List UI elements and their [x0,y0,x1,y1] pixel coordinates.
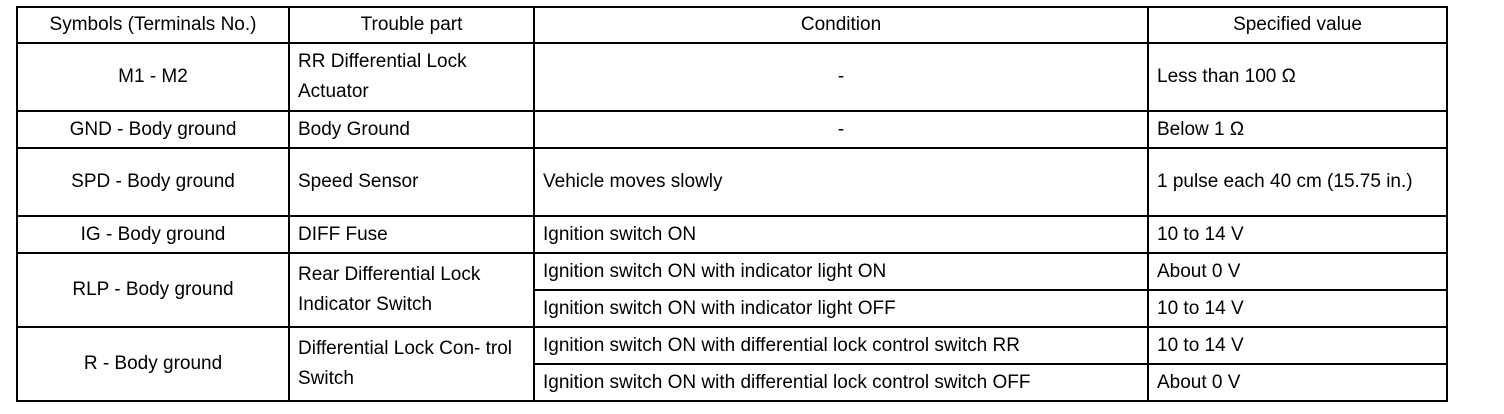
cell-specified-value: 10 to 14 V [1148,327,1447,364]
cell-condition: - [534,43,1148,111]
table-row [17,216,1447,253]
cell-specified-value: 1 pulse each 40 cm (15.75 in.) [1148,148,1447,216]
cell-specified-value: Less than 100 Ω [1148,43,1447,111]
cell-specified-value: About 0 V [1148,253,1447,290]
table-row [17,148,1447,216]
header-condition: Condition [534,7,1148,43]
cell-specified-value: 10 to 14 V [1148,216,1447,253]
cell-condition: Vehicle moves slowly [534,148,1148,216]
cell-symbol: RLP - Body ground [17,253,289,327]
terminal-check-table [16,6,1448,402]
cell-condition: - [534,111,1148,148]
table-row [17,111,1447,148]
cell-trouble-part: Rear Differential Lock Indicator Switch [289,253,534,327]
cell-condition: Ignition switch ON with differential lock control switch RR [534,327,1148,364]
cell-trouble-part: RR Differential Lock Actuator [289,43,534,111]
cell-trouble-part: Differential Lock Con- trol Switch [289,327,534,401]
table-header-row [17,7,1447,43]
cell-condition: Ignition switch ON [534,216,1148,253]
cell-symbol: IG - Body ground [17,216,289,253]
header-specified-value: Specified value [1148,7,1447,43]
terminal-check-table-container [16,6,1446,402]
cell-specified-value: Below 1 Ω [1148,111,1447,148]
table-row [17,43,1447,111]
cell-symbol: M1 - M2 [17,43,289,111]
cell-trouble-part: Body Ground [289,111,534,148]
cell-trouble-part: Speed Sensor [289,148,534,216]
header-symbols: Symbols (Terminals No.) [17,7,289,43]
cell-trouble-part: DIFF Fuse [289,216,534,253]
cell-symbol: R - Body ground [17,327,289,401]
table-row [17,327,1447,364]
header-trouble-part: Trouble part [289,7,534,43]
cell-condition: Ignition switch ON with differential lock control switch OFF [534,364,1148,401]
cell-condition: Ignition switch ON with indicator light ON [534,253,1148,290]
cell-symbol: GND - Body ground [17,111,289,148]
cell-specified-value: 10 to 14 V [1148,290,1447,327]
cell-specified-value: About 0 V [1148,364,1447,401]
table-row [17,253,1447,290]
cell-symbol: SPD - Body ground [17,148,289,216]
cell-condition: Ignition switch ON with indicator light OFF [534,290,1148,327]
